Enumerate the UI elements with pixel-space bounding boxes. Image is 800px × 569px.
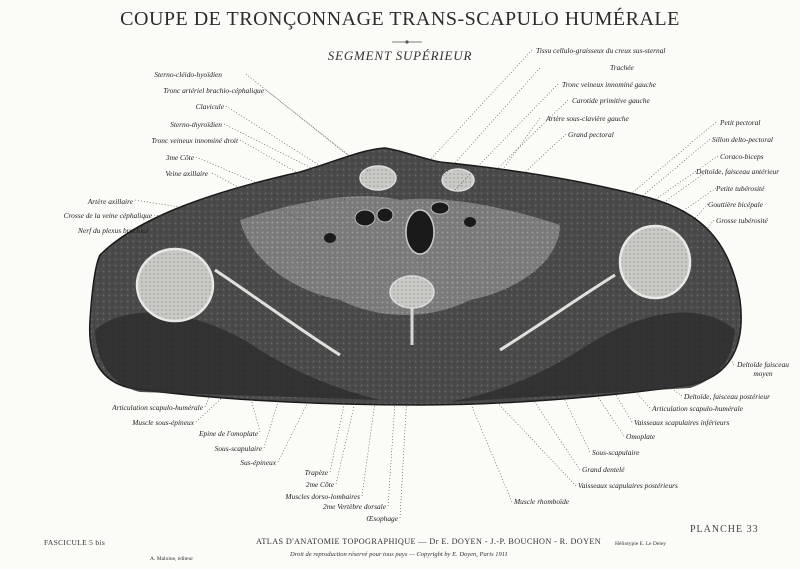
- label-vaisseaux-scapulaires-posterieurs: Vaisseaux scapulaires postérieurs: [578, 481, 678, 490]
- footer-editor: A. Maloine, éditeur: [150, 556, 194, 562]
- label-sterno-cleido-hyoidien: Sterno-cléido-hyoïdien: [154, 70, 222, 79]
- label-sus-epineux: Sus-épineux: [240, 458, 276, 467]
- label-sillon-delto-pectoral: Sillon delto-pectoral: [712, 135, 773, 144]
- label-coraco-biceps: Coraco-biceps: [720, 152, 764, 161]
- label-trachee: Trachée: [610, 63, 634, 72]
- label-muscles-dorso-lombaires: Muscles dorso-lombaires: [285, 492, 360, 501]
- label-crosse-veine-cephalique: Crosse de la veine céphalique: [63, 211, 152, 220]
- label-grand-dentele: Grand dentelé: [582, 465, 625, 474]
- label-grand-pectoral: Grand pectoral: [568, 130, 614, 139]
- label-3me-cote: 3me Côte: [165, 153, 194, 162]
- footer-fascicule: FASCICULE 5 bis: [44, 538, 106, 547]
- label-omoplate: Omoplate: [626, 432, 656, 441]
- label-sous-scapulaire-right: Sous-scapulaire: [592, 448, 640, 457]
- label-deltoide-posterieur: Deltoïde, faisceau postérieur: [684, 392, 771, 401]
- label-trapeze: Trapèze: [304, 468, 328, 477]
- label-epine-omoplate: Epine de l'omoplate: [198, 429, 258, 438]
- page-subtitle: SEGMENT SUPÉRIEUR: [327, 48, 473, 63]
- label-tronc-veineux-droit: Tronc veineux innominé droit: [151, 136, 238, 145]
- label-2me-vertebre-dorsale: 2me Vertèbre dorsale: [323, 502, 386, 511]
- label-oesophage: Œsophage: [366, 514, 398, 523]
- label-sterno-thyroidien: Sterno-thyroïdien: [170, 120, 222, 129]
- label-2me-cote: 2me Côte: [305, 480, 334, 489]
- label-petite-tuberosite: Petite tubérosité: [716, 184, 765, 193]
- label-articulation-scapulo-humerale-right: Articulation scapulo-humérale: [652, 404, 743, 413]
- footer-printer: Héliotypie E. Le Deley: [615, 541, 667, 547]
- label-muscle-rhomboide: Muscle rhomboïde: [514, 497, 570, 506]
- footer-rights: Droit de reproduction réservé pour tous pays — Copyright by E. Doyen, Paris 1911: [290, 551, 508, 558]
- label-deltoide-anterieur: Deltoïde, faisceau antérieur: [696, 167, 780, 176]
- label-grosse-tuberosite: Grosse tubérosité: [716, 216, 768, 225]
- page-title: COUPE DE TRONÇONNAGE TRANS-SCAPULO HUMÉRALE: [120, 8, 680, 30]
- label-carotide-primitive: Carotide primitive gauche: [572, 96, 650, 105]
- label-gouttiere-bicipale: Gouttière bicépale: [708, 200, 763, 209]
- plate-number: PLANCHE 33: [690, 524, 759, 535]
- label-artere-sous-claviere: Artère sous-clavière gauche: [546, 114, 629, 123]
- label-vaisseaux-scapulaires-inferieurs: Vaisseaux scapulaires inférieurs: [634, 418, 730, 427]
- label-articulation-scapulo-humerale-left: Articulation scapulo-humérale: [112, 403, 203, 412]
- footer-atlas: ATLAS D'ANATOMIE TOPOGRAPHIQUE — Dr E. DOYEN - J.-P. BOUCHON - R. DOYEN: [256, 537, 602, 546]
- label-artere-axillaire: Artère axillaire: [87, 197, 133, 206]
- label-sous-scapulaire-left: Sous-scapulaire: [214, 444, 262, 453]
- label-tronc-arteriel: Tronc artériel brachio-céphalique: [163, 86, 264, 95]
- label-veine-axillaire: Veine axillaire: [165, 169, 208, 178]
- label-clavicule: Clavicule: [195, 102, 224, 111]
- label-deltoide-moyen: Deltoïde faisceau moyen: [737, 360, 789, 378]
- label-nerf-plexus-brachial: Nerf du plexus brachial: [78, 226, 148, 235]
- label-tronc-veineux-gauche: Tronc veineux innominé gauche: [562, 80, 656, 89]
- label-muscle-sous-epineux: Muscle sous-épineux: [132, 418, 194, 427]
- label-tissu-cellulo-graisseux: Tissu cellulo-graisseux du creux sus-sternal: [536, 46, 666, 55]
- label-petit-pectoral: Petit pectoral: [720, 118, 761, 127]
